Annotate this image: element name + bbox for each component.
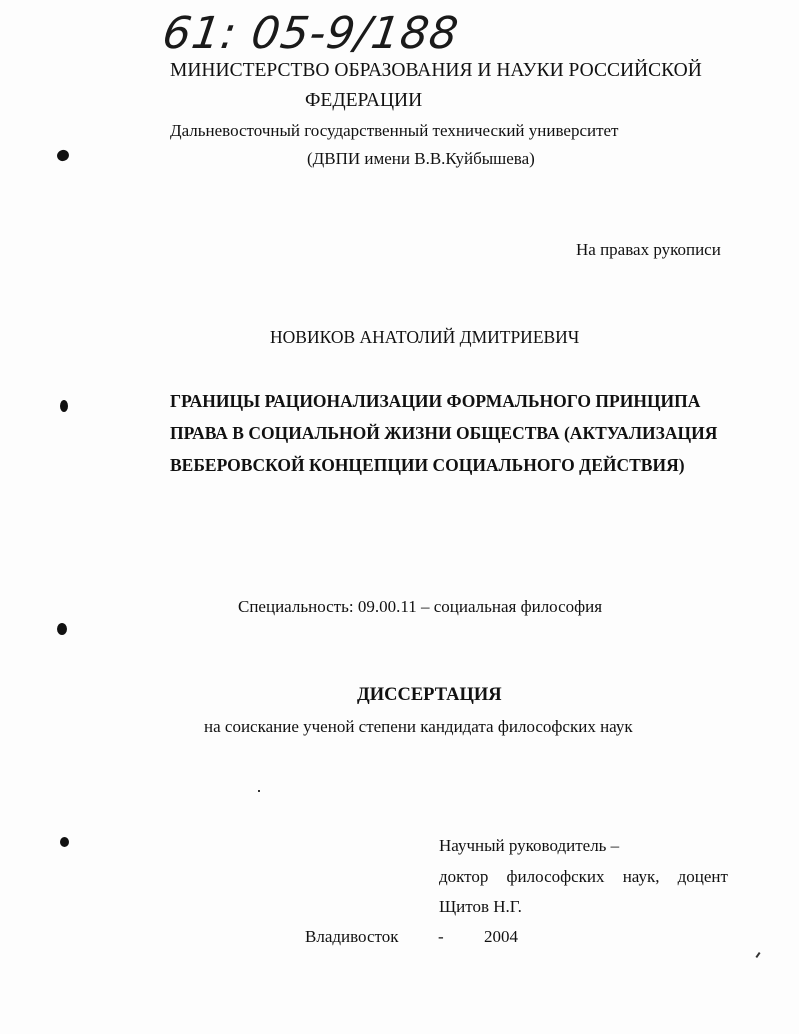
dissertation-heading: ДИССЕРТАЦИЯ: [357, 685, 502, 705]
supervisor-degree-word: философских: [506, 867, 605, 886]
supervisor-degree-word: наук,: [622, 867, 660, 886]
university-name: Дальневосточный государственный технический университет: [170, 121, 619, 140]
supervisor-degree-word: доцент: [677, 867, 728, 886]
year: 2004: [484, 927, 518, 946]
scan-speck: [755, 952, 760, 958]
dissertation-title: [170, 385, 730, 481]
punch-hole-mark: [55, 148, 70, 162]
city: Владивосток: [305, 927, 399, 946]
title-line-3: ВЕБЕРОВСКОЙ КОНЦЕПЦИИ СОЦИАЛЬНОГО ДЕЙСТВИЯ): [170, 455, 685, 475]
title-line-1: ГРАНИЦЫ РАЦИОНАЛИЗАЦИИ ФОРМАЛЬНОГО ПРИНЦИПА: [170, 391, 701, 411]
ministry-name-line1: МИНИСТЕРСТВО ОБРАЗОВАНИЯ И НАУКИ РОССИЙСКОЙ: [170, 60, 702, 81]
punch-hole-mark: [60, 400, 68, 412]
ministry-name-line2: ФЕДЕРАЦИИ: [305, 90, 423, 111]
archive-number-handwritten: 61: 05-9/188: [159, 8, 463, 59]
supervisor-degree: [439, 867, 728, 887]
university-abbreviation: (ДВПИ имени В.В.Куйбышева): [307, 149, 535, 168]
punch-hole-mark: [57, 623, 67, 635]
specialty-line: Специальность: 09.00.11 – социальная философия: [238, 597, 603, 616]
title-line-2: ПРАВА В СОЦИАЛЬНОЙ ЖИЗНИ ОБЩЕСТВА (АКТУАЛИЗАЦИЯ: [170, 423, 718, 443]
city-year-dash: -: [438, 927, 444, 946]
supervisor-label: Научный руководитель –: [439, 836, 620, 855]
dissertation-subheading: на соискание ученой степени кандидата философских наук: [204, 717, 633, 736]
punch-hole-mark: [60, 837, 69, 847]
rights-note: На правах рукописи: [576, 240, 721, 259]
author-name: НОВИКОВ АНАТОЛИЙ ДМИТРИЕВИЧ: [270, 327, 580, 347]
supervisor-degree-word: доктор: [439, 867, 489, 886]
supervisor-name: Щитов Н.Г.: [439, 897, 522, 916]
scan-speck: [258, 790, 260, 792]
